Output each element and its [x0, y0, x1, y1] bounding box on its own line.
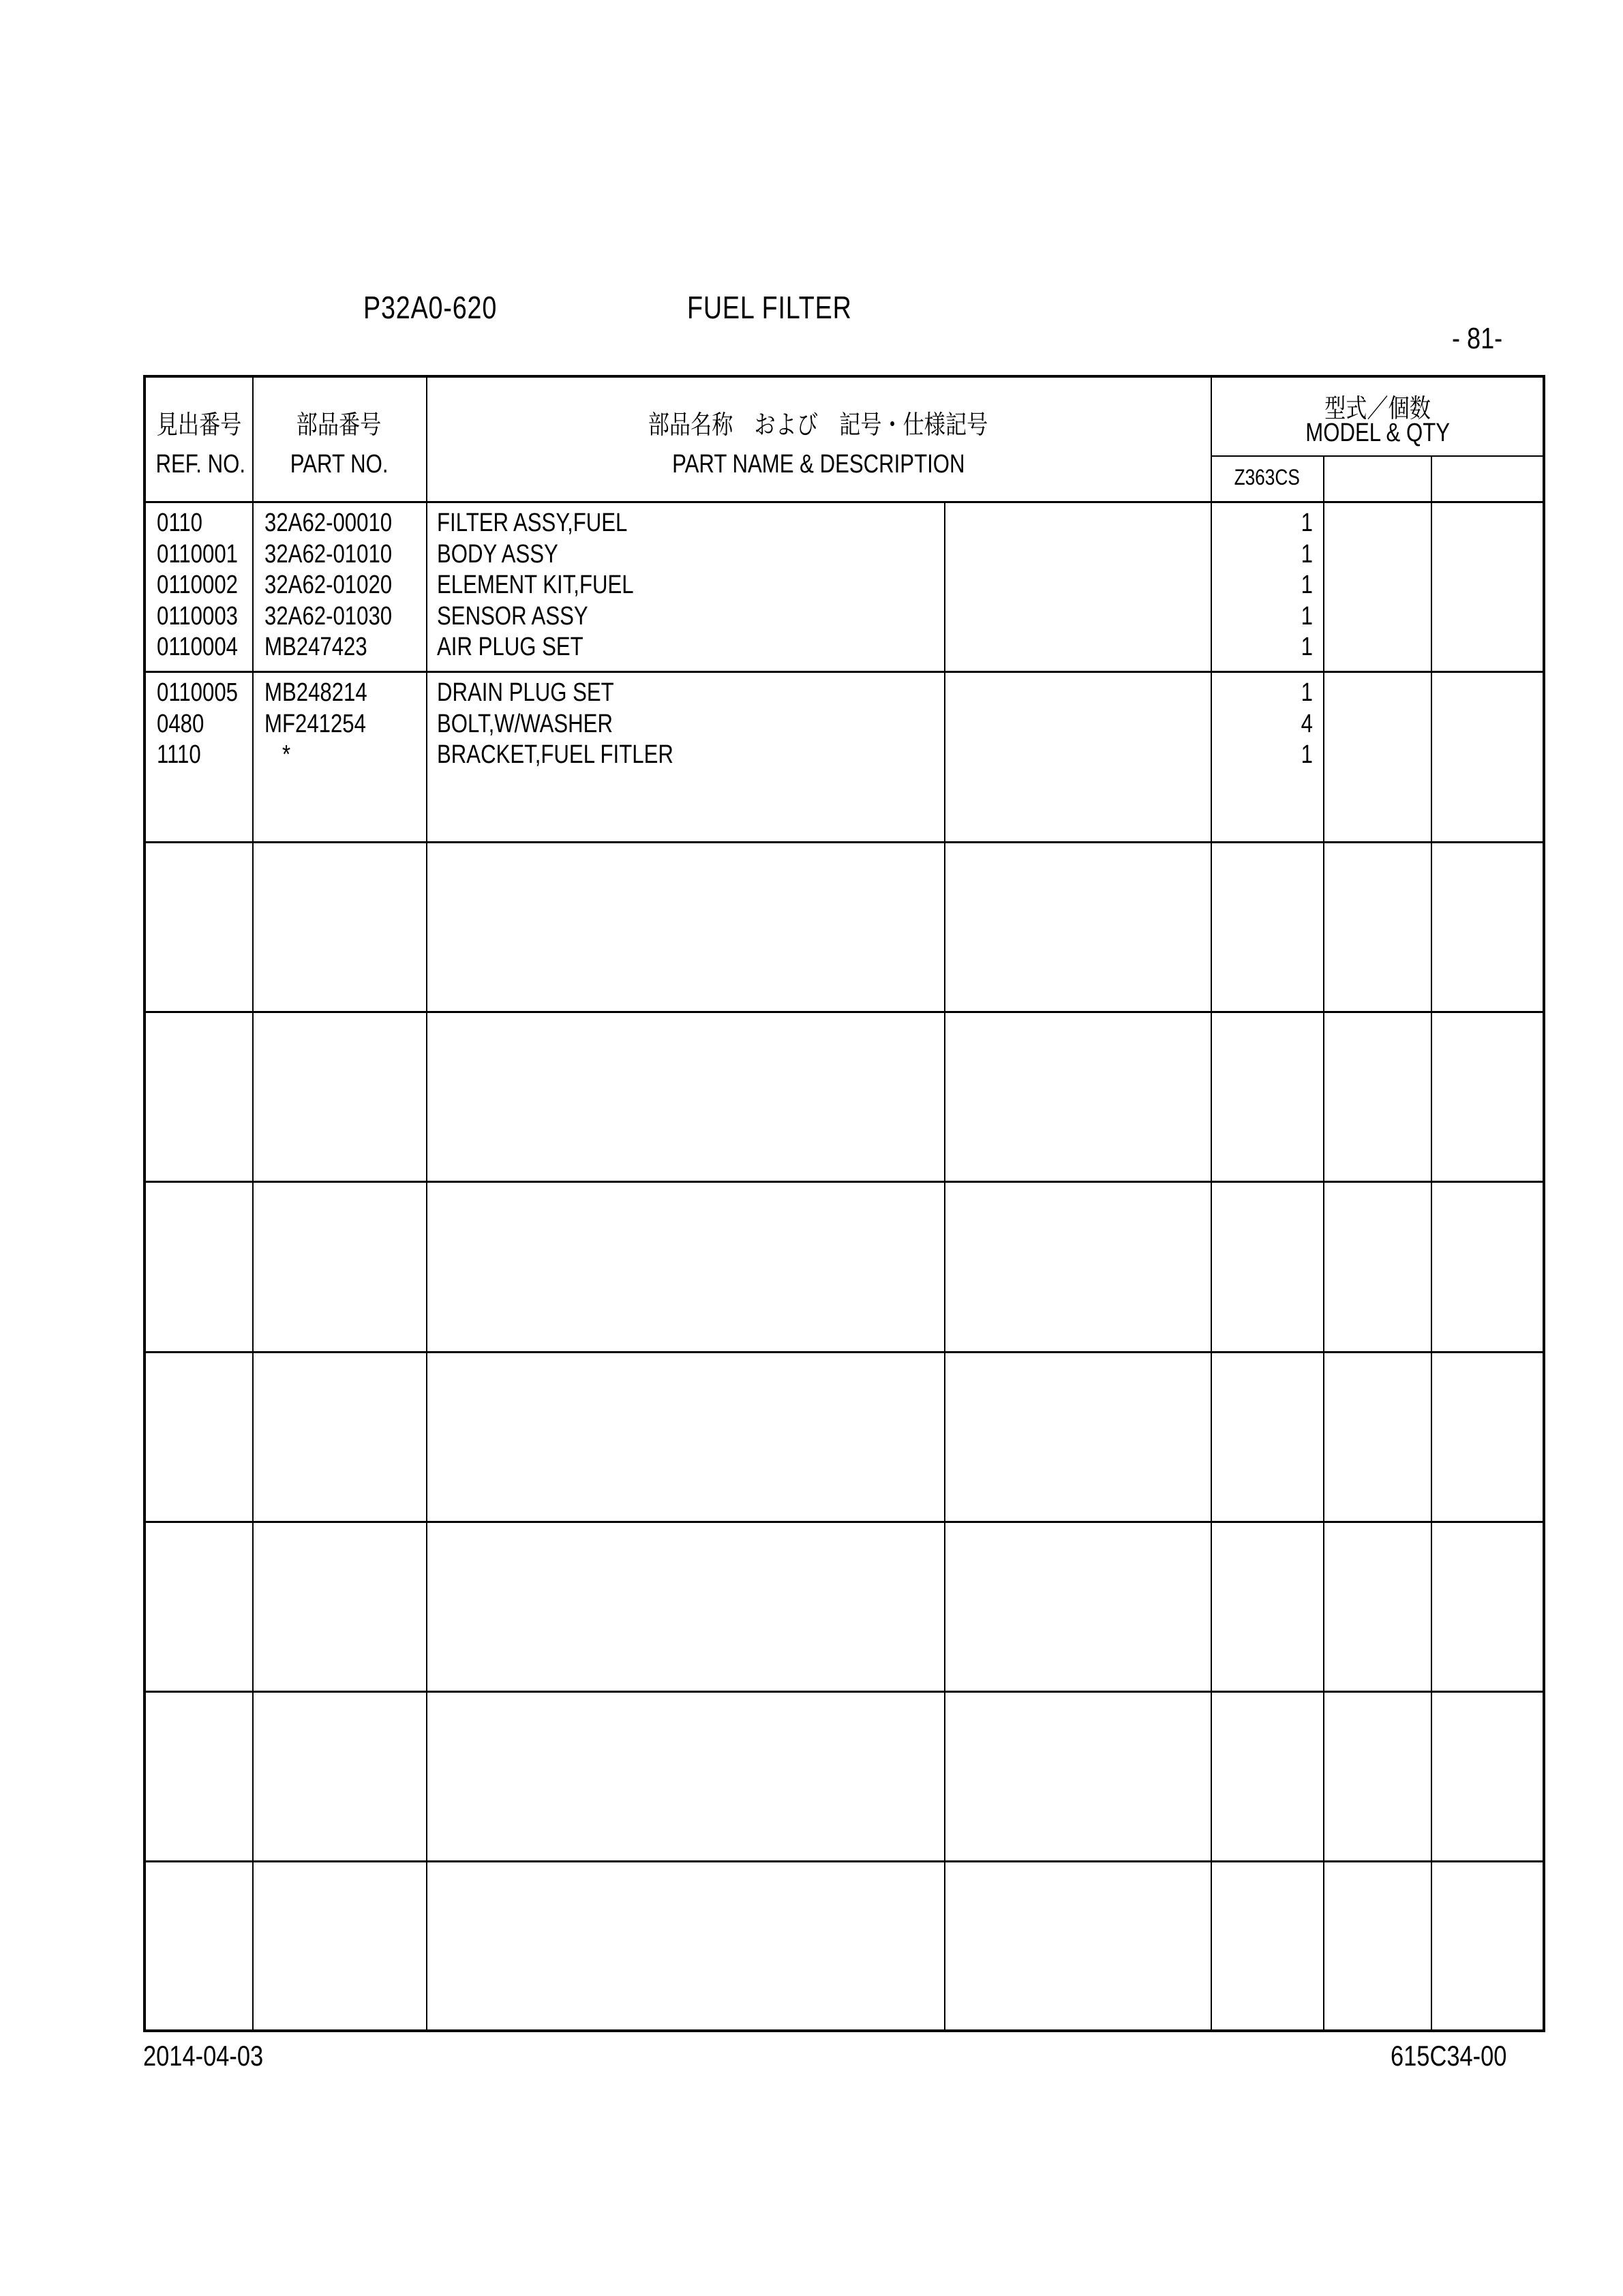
section-code: P32A0-620 — [363, 290, 498, 325]
header-model-2 — [1323, 465, 1431, 490]
part-no-cell-line: 32A62-01020 — [264, 571, 393, 599]
group-divider — [146, 1521, 1543, 1523]
group-divider — [146, 501, 1543, 503]
description-cell — [437, 678, 941, 771]
group-divider — [146, 1691, 1543, 1693]
header-ref-no-jp: 見出番号 — [156, 411, 242, 440]
page-number: - 81- — [1452, 322, 1503, 355]
divider-ref-part — [252, 378, 254, 2029]
divider-part-desc — [426, 378, 427, 2029]
ref-no-cell-line: 1110 — [157, 740, 201, 770]
part-no-cell-line: 32A62-01010 — [264, 539, 393, 569]
qty-cell-model-1-line: 1 — [1301, 633, 1313, 661]
header-part-no-jp: 部品番号 — [297, 411, 382, 440]
part-no-cell-line: * — [264, 740, 291, 770]
divider-model-header — [1211, 455, 1543, 457]
part-no-cell — [264, 678, 426, 771]
divider-model-col2 — [1431, 455, 1432, 2029]
group-divider — [146, 1181, 1543, 1183]
ref-no-cell-line: 0480 — [157, 709, 204, 738]
issue-date: 2014-04-03 — [143, 2040, 264, 2072]
qty-cell-model-1-line: 4 — [1301, 709, 1313, 738]
parts-table — [143, 375, 1545, 2032]
ref-no-cell — [157, 508, 252, 663]
description-cell-line: BOLT,W/WASHER — [437, 709, 613, 738]
part-no-cell-line: 32A62-01030 — [264, 601, 393, 631]
header-model-qty-en: MODEL & QTY — [1305, 419, 1451, 447]
group-divider — [146, 1351, 1543, 1353]
qty-cell-model-1-line: 1 — [1301, 539, 1313, 569]
description-cell-line: DRAIN PLUG SET — [437, 678, 614, 708]
qty-cell-model-1-line: 1 — [1301, 509, 1313, 537]
divider-model-col1 — [1323, 455, 1324, 2029]
ref-no-cell-line: 0110005 — [157, 678, 239, 708]
group-divider — [146, 1011, 1543, 1013]
part-no-cell-line: MB248214 — [264, 678, 367, 708]
part-no-cell — [264, 508, 426, 663]
qty-cell-model-1-line: 1 — [1301, 571, 1313, 599]
header-ref-no-en: REF. NO. — [155, 450, 246, 479]
description-cell-line: SENSOR ASSY — [437, 601, 588, 631]
ref-no-cell-line: 0110004 — [157, 633, 239, 661]
section-title: FUEL FILTER — [687, 290, 852, 325]
group-divider — [146, 841, 1543, 843]
description-cell-line: BRACKET,FUEL FITLER — [437, 740, 673, 770]
part-no-cell-line: MF241254 — [264, 709, 366, 738]
group-divider — [146, 1860, 1543, 1862]
part-no-cell-line: 32A62-00010 — [264, 509, 393, 537]
qty-cell-model-1 — [1211, 678, 1313, 771]
group-divider — [146, 671, 1543, 673]
catalog-number: 615C34-00 — [1391, 2040, 1507, 2072]
header-description-jp: 部品名称 および 記号・仕様記号 — [648, 411, 988, 440]
qty-cell-model-1-line: 1 — [1301, 740, 1313, 770]
header-description-en: PART NAME & DESCRIPTION — [671, 450, 965, 479]
ref-no-cell-line: 0110001 — [157, 539, 239, 569]
ref-no-cell-line: 0110 — [157, 509, 203, 537]
header-part-no-en: PART NO. — [290, 450, 389, 479]
header-model-1: Z363CS — [1234, 465, 1300, 489]
header-model-qty-jp: 型式／個数 — [1324, 395, 1431, 423]
description-cell-line: BODY ASSY — [437, 539, 558, 569]
divider-desc-remarks — [944, 502, 945, 2029]
description-cell — [437, 508, 941, 663]
description-cell-line: AIR PLUG SET — [437, 633, 583, 661]
ref-no-cell-line: 0110002 — [157, 571, 239, 599]
ref-no-cell — [157, 678, 252, 771]
description-cell-line: FILTER ASSY,FUEL — [437, 509, 628, 537]
description-cell-line: ELEMENT KIT,FUEL — [437, 571, 634, 599]
part-no-cell-line: MB247423 — [264, 633, 367, 661]
qty-cell-model-1 — [1211, 508, 1313, 663]
qty-cell-model-1-line: 1 — [1301, 601, 1313, 631]
qty-cell-model-1-line: 1 — [1301, 678, 1313, 708]
header-model-3 — [1431, 465, 1545, 490]
ref-no-cell-line: 0110003 — [157, 601, 239, 631]
